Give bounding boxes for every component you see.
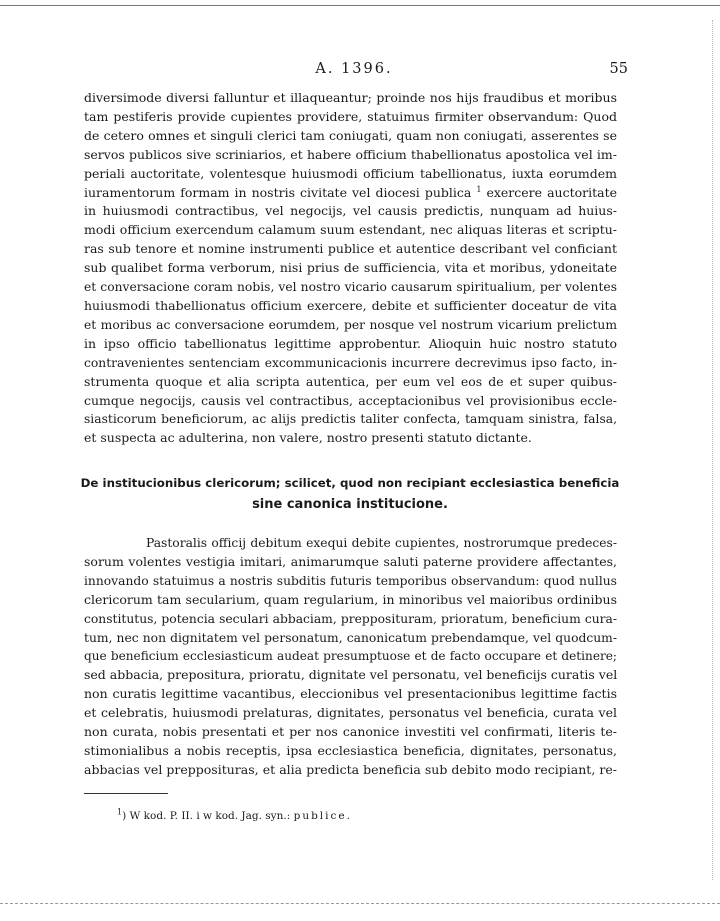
text-line: et celebratis, huiusmodi prelaturas, dignitates, personatus vel beneficia, curata vel xyxy=(84,705,617,721)
text-line: Pastoralis officij debitum exequi debite cupientes, nostrorumque predeces- xyxy=(146,536,617,550)
footnote-separator xyxy=(84,793,168,794)
statute-paragraph-1 xyxy=(84,89,617,448)
text-line: innovando statuimus a nostris subditis futuris temporibus observandum: quod nullus xyxy=(84,573,617,588)
text-line: sorum volentes vestigia imitari, animarumque saluti paterne providere affectantes, xyxy=(84,553,617,569)
text-line: in ipso officio tabellionatus legittime approbentur. Alioquin huic nostro statuto xyxy=(84,335,617,351)
text-line: et conversacione coram nobis, vel nostro vicario causarum spiritualium, per volentes xyxy=(84,280,617,295)
footnote-text: ) W kod. P. II. i w kod. Jag. syn.: xyxy=(122,810,294,822)
text-line: de cetero omnes et singuli clerici tam coniugati, quam non coniugati, asserentes se xyxy=(84,127,617,143)
text-line: tam pestiferis provide cupientes providere, statuimus firmiter observandum: Quod xyxy=(84,108,617,124)
page-number: 55 xyxy=(609,61,628,77)
text-line: que beneficium ecclesiasticum audeat presumptuose et de facto occupare et detinere; xyxy=(84,649,617,664)
text-line: modi officium exercendum calamum suum estendant, nec aliquas literas et scriptu- xyxy=(84,222,617,238)
text-line: sed abbacia, prepositura, prioratu, dignitate vel personatu, vel beneficijs curatis vel xyxy=(84,667,617,683)
text-line: et suspecta ac adulterina, non valere, nostro presenti statuto dictante. xyxy=(84,430,532,446)
text-line: ras sub tenore et nomine instrumenti publice et autentice describant vel conficiant xyxy=(84,241,617,257)
text-line: strumenta quoque et alia scripta autentica, per eum vel eos de et super quibus- xyxy=(84,373,617,389)
running-head xyxy=(84,58,628,80)
section-heading xyxy=(80,472,620,516)
text-line: siasticorum beneficiorum, ac alijs predictis taliter confecta, tamquam sinistra, falsa, xyxy=(84,412,617,427)
text-fragment: iuramentorum formam in nostris civitate vel diocesi publica xyxy=(84,184,477,200)
statute-paragraph-2 xyxy=(84,534,617,780)
footnote xyxy=(117,809,352,823)
text-line: clericorum tam secularium, quam regularium, in minoribus vel maioribus ordinibus xyxy=(84,591,617,607)
text-line: periali auctoritate, volentesque huiusmodi officium tabellionatus, iuxta eorumdem xyxy=(84,165,617,181)
text-line: servos publicos sive scriniarios, et habere officium thabellionatus apostolica vel im- xyxy=(84,146,617,162)
text-line: sub qualibet forma verborum, nisi prius de sufficiencia, vita et moribus, ydoneitate xyxy=(84,260,617,276)
text-line: in huiusmodi contractibus, vel negocijs, vel causis predictis, nunquam ad huius- xyxy=(84,203,617,219)
text-fragment: exercere auctoritate xyxy=(481,184,617,200)
text-line: cumque negocijs, causis vel contractibus, acceptacionibus vel provisionibus eccle- xyxy=(84,392,617,408)
text-line: non curata, nobis presentati et per nos canonice investiti vel confirmati, literis te- xyxy=(84,724,617,740)
text-line: et moribus ac conversacione eorumdem, per nosque vel nostrum vicarium prelictum xyxy=(84,317,617,332)
text-line: contravenientes sentenciam excommunicacionis incurrere decrevimus ipso facto, in- xyxy=(84,355,617,370)
text-line: stimonialibus a nobis receptis, ipsa ecclesiastica beneficia, dignitates, personatus, xyxy=(84,742,617,758)
text-line-with-footnote xyxy=(84,184,617,203)
scan-edge-top xyxy=(0,5,720,6)
text-line: tum, nec non dignitatem vel personatum, canonicatum prebendamque, vel quodcum- xyxy=(84,630,617,645)
footnote-emphasis: publice. xyxy=(293,810,352,822)
scan-edge-bottom xyxy=(0,903,720,904)
running-head-year: A. 1396. xyxy=(315,61,393,77)
text-line: diversimode diversi falluntur et illaqueantur; proinde nos hijs fraudibus et moribus xyxy=(84,90,617,105)
text-line: abbacias vel prepposituras, et alia predicta beneficia sub debito modo recipiant, re- xyxy=(84,761,617,777)
text-line: constitutus, potencia seculari abbaciam, prepposituram, prioratum, beneficium cura- xyxy=(84,611,617,626)
heading-line: sine canonica institucione. xyxy=(252,497,448,512)
footnote-marker: 1 xyxy=(117,807,123,817)
text-line: non curatis legittime vacantibus, eleccionibus vel presentacionibus legittime factis xyxy=(84,686,617,702)
heading-line: De institucionibus clericorum; scilicet, quod non recipiant ecclesiastica beneficia xyxy=(80,476,620,490)
footnote-reference: 1 xyxy=(476,184,482,194)
scan-edge-right xyxy=(712,20,713,880)
text-line: huiusmodi thabellionatus officium exercere, debite et sufficienter doceatur de vita xyxy=(84,297,617,313)
